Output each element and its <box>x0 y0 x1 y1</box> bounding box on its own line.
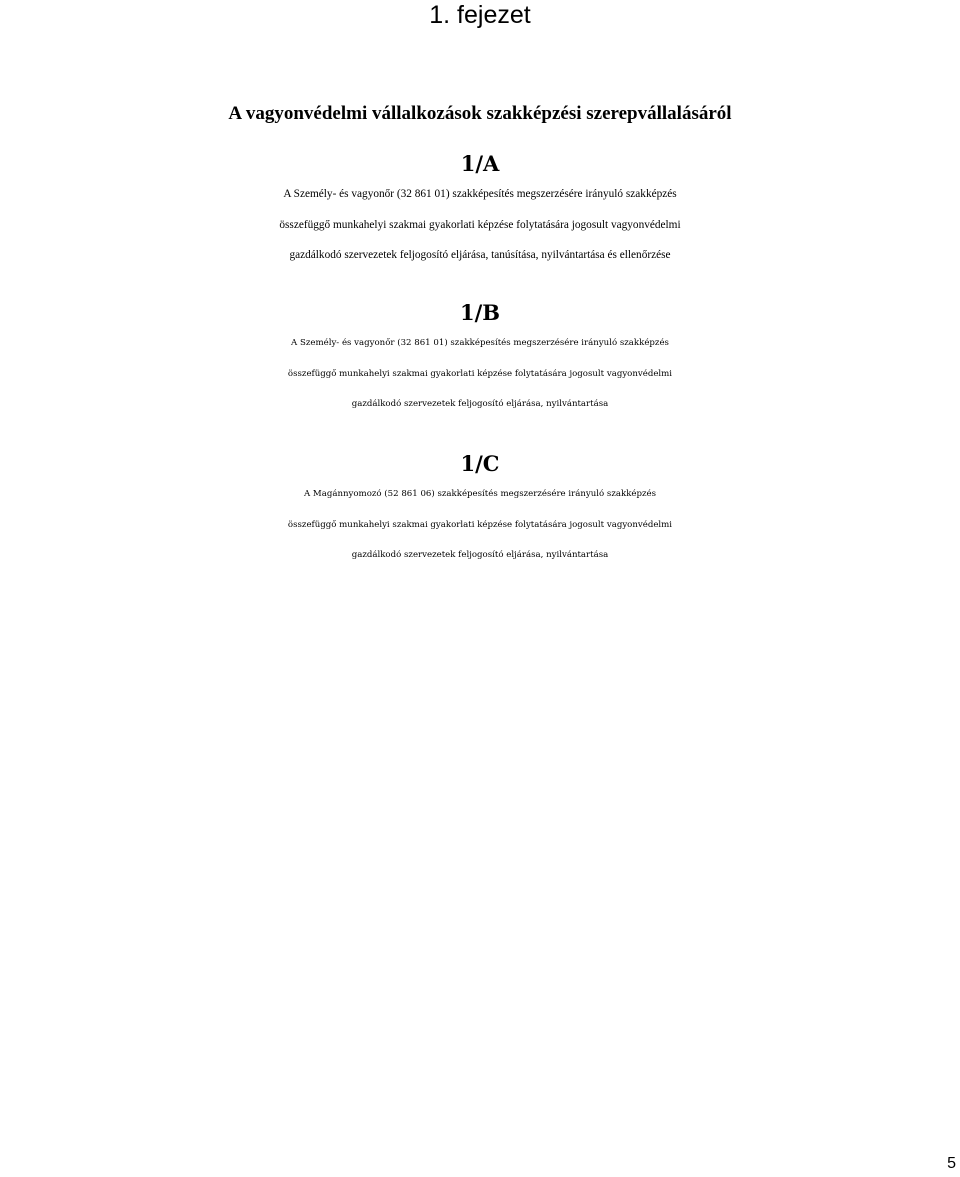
section-label: 1/C <box>460 451 500 476</box>
section-line: gazdálkodó szervezetek feljogosító eljárása, tanúsítása, nyilvántartása és ellenőrzése <box>289 249 671 261</box>
section-line: A Személy- és vagyonőr (32 861 01) szakképesítés megszerzésére irányuló szakképzés <box>291 338 669 348</box>
section-1c <box>0 449 960 571</box>
section-line: A Személy- és vagyonőr (32 861 01) szakképesítés megszerzésére irányuló szakképzés <box>283 188 677 200</box>
section-line: összefüggő munkahelyi szakmai gyakorlati képzése folytatására jogosult vagyonvédelmi <box>279 218 681 231</box>
page-number: 5 <box>947 1155 956 1172</box>
section-label: 1/A <box>460 151 500 176</box>
section-line: gazdálkodó szervezetek feljogosító eljárása, nyilvántartása <box>351 550 609 560</box>
section-line: összefüggő munkahelyi szakmai gyakorlati képzése folytatására jogosult vagyonvédelmi <box>287 519 673 530</box>
section-body <box>0 479 960 571</box>
main-heading: A vagyonvédelmi vállalkozások szakképzési szerepvállalásáról <box>228 103 732 124</box>
chapter-title: 1. fejezet <box>429 1 531 29</box>
section-line: gazdálkodó szervezetek feljogosító eljárása, nyilvántartása <box>351 399 609 409</box>
section-1b <box>0 298 960 420</box>
section-label: 1/B <box>459 300 501 325</box>
section-line: A Magánnyomozó (52 861 06) szakképesítés megszerzésére irányuló szakképzés <box>303 489 657 499</box>
section-body <box>0 179 960 271</box>
section-body <box>0 328 960 420</box>
section-line: összefüggő munkahelyi szakmai gyakorlati képzése folytatására jogosult vagyonvédelmi <box>287 368 673 379</box>
section-1a <box>0 149 960 271</box>
